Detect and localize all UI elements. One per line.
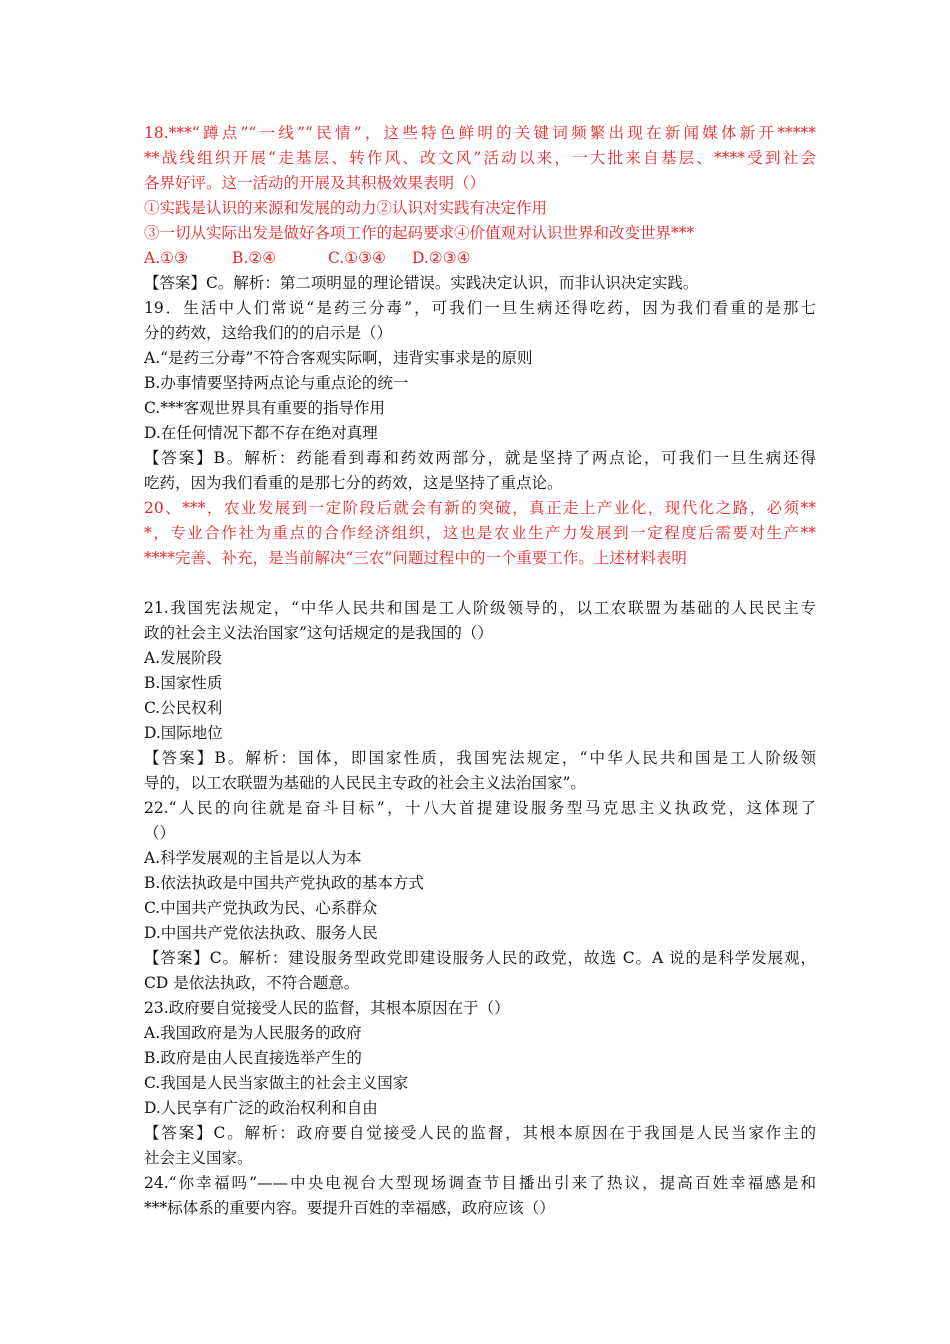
question-18 (144, 121, 816, 271)
blank-line (144, 571, 816, 596)
question-22-line-2: （） (144, 824, 176, 842)
answer-18: 【答案】C。解析：第二项明显的理论错误。实践决定认识，而非认识决定实践。 (144, 274, 699, 292)
answer-23-line-1: 【答案】C。解析：政府要自觉接受人民的监督，其根本原因在于我国是人民当家作主的 (144, 1124, 816, 1142)
document-body (144, 121, 816, 1221)
option-c: C.①③④ (328, 249, 386, 267)
question-21-line-1: 21.我国宪法规定，“中华人民共和国是工人阶级领导的，以工农联盟为基础的人民民主专 (144, 599, 816, 617)
question-22-line-1: 22.“人民的向往就是奋斗目标”，十八大首提建设服务型马克思主义执政党，这体现了 (144, 799, 816, 817)
question-18-line-5: ③一切从实际出发是做好各项工作的起码要求④价值观对认识世界和改变世界*** (144, 224, 695, 242)
question-22-option-d: D.中国共产党依法执政、服务人民 (144, 924, 378, 942)
question-21-line-2: 政的社会主义法治国家”这句话规定的是我国的（） (144, 624, 493, 642)
question-18-line-3: 各界好评。这一活动的开展及其积极效果表明（） (144, 174, 486, 192)
question-21-option-a: A.发展阶段 (144, 649, 223, 667)
question-21-option-b: B.国家性质 (144, 674, 223, 692)
question-24-line-1: 24.“你幸福吗”——中央电视台大型现场调查节目播出引来了热议，提高百姓幸福感是和 (144, 1174, 816, 1192)
question-20-line-1: 20、***，农业发展到一定阶段后就会有新的突破，真正走上产业化，现代化之路，必须** (144, 499, 816, 517)
answer-19-line-2: 吃药，因为我们看重的是那七分的药效，这是坚持了重点论。 (144, 474, 563, 492)
option-a: A.①③ (144, 249, 188, 267)
question-22-option-c: C.中国共产党执政为民、心系群众 (144, 899, 378, 917)
question-23-line-1: 23.政府要自觉接受人民的监督，其根本原因在于（） (144, 999, 510, 1017)
question-21-option-d: D.国际地位 (144, 724, 223, 742)
question-19-option-d: D.在任何情况下都不存在绝对真理 (144, 424, 378, 442)
question-21-option-c: C.公民权利 (144, 699, 223, 717)
answer-21-line-2: 导的，以工农联盟为基础的人民民主专政的社会主义法治国家”。 (144, 774, 586, 792)
question-19-option-b: B.办事情要坚持两点论与重点论的统一 (144, 374, 409, 392)
question-18-line-2: **战线组织开展“走基层、转作风、改文风”活动以来，一大批来自基层、****受到社会 (144, 149, 816, 167)
question-19-option-c: C.***客观世界具有重要的指导作用 (144, 399, 385, 417)
question-23-option-d: D.人民享有广泛的政治权利和自由 (144, 1099, 378, 1117)
question-18-line-4: ①实践是认识的来源和发展的动力②认识对实践有决定作用 (144, 199, 548, 217)
question-22-option-a: A.科学发展观的主旨是以人为本 (144, 849, 362, 867)
question-19-line-2: 分的药效，这给我们的的启示是（） (144, 324, 393, 342)
option-d: D.②③④ (412, 249, 471, 267)
question-19-option-a: A.“是药三分毒”不符合客观实际啊，违背实事求是的原则 (144, 349, 533, 367)
option-b: B.②④ (232, 249, 277, 267)
answer-23-line-2: 社会主义国家。 (144, 1149, 253, 1167)
question-22-option-b: B.依法执政是中国共产党执政的基本方式 (144, 874, 424, 892)
answer-22-line-2: CD 是依法执政，不符合题意。 (144, 974, 360, 992)
question-23-option-b: B.政府是由人民直接选举产生的 (144, 1049, 362, 1067)
question-23-option-c: C.我国是人民当家做主的社会主义国家 (144, 1074, 409, 1092)
answer-22-line-1: 【答案】C。解析：建设服务型政党即建设服务人民的政党，故选 C。A 说的是科学发展观， (144, 949, 816, 967)
question-20-line-2: *，专业合作社为重点的合作经济组织，这也是农业生产力发展到一定程度后需要对生产** (144, 524, 816, 542)
question-19-line-1: 19．生活中人们常说“是药三分毒”，可我们一旦生病还得吃药，因为我们看重的是那七 (144, 299, 816, 317)
answer-19-line-1: 【答案】B。解析：药能看到毒和药效两部分，就是坚持了两点论，可我们一旦生病还得 (144, 449, 816, 467)
question-20-line-3: ****完善、补充，是当前解决“三农”问题过程中的一个重要工作。上述材料表明 (144, 549, 687, 567)
question-18-line-1: 18.***“蹲点”“一线”“民情”，这些特色鲜明的关键词频繁出现在新闻媒体新开***** (144, 124, 816, 142)
question-20 (144, 496, 816, 571)
question-23-option-a: A.我国政府是为人民服务的政府 (144, 1024, 362, 1042)
question-24-line-2: ***标体系的重要内容。要提升百姓的幸福感，政府应该（） (144, 1199, 555, 1217)
question-18-options (144, 246, 816, 271)
answer-21-line-1: 【答案】B。解析：国体，即国家性质，我国宪法规定，“中华人民共和国是工人阶级领 (144, 749, 816, 767)
